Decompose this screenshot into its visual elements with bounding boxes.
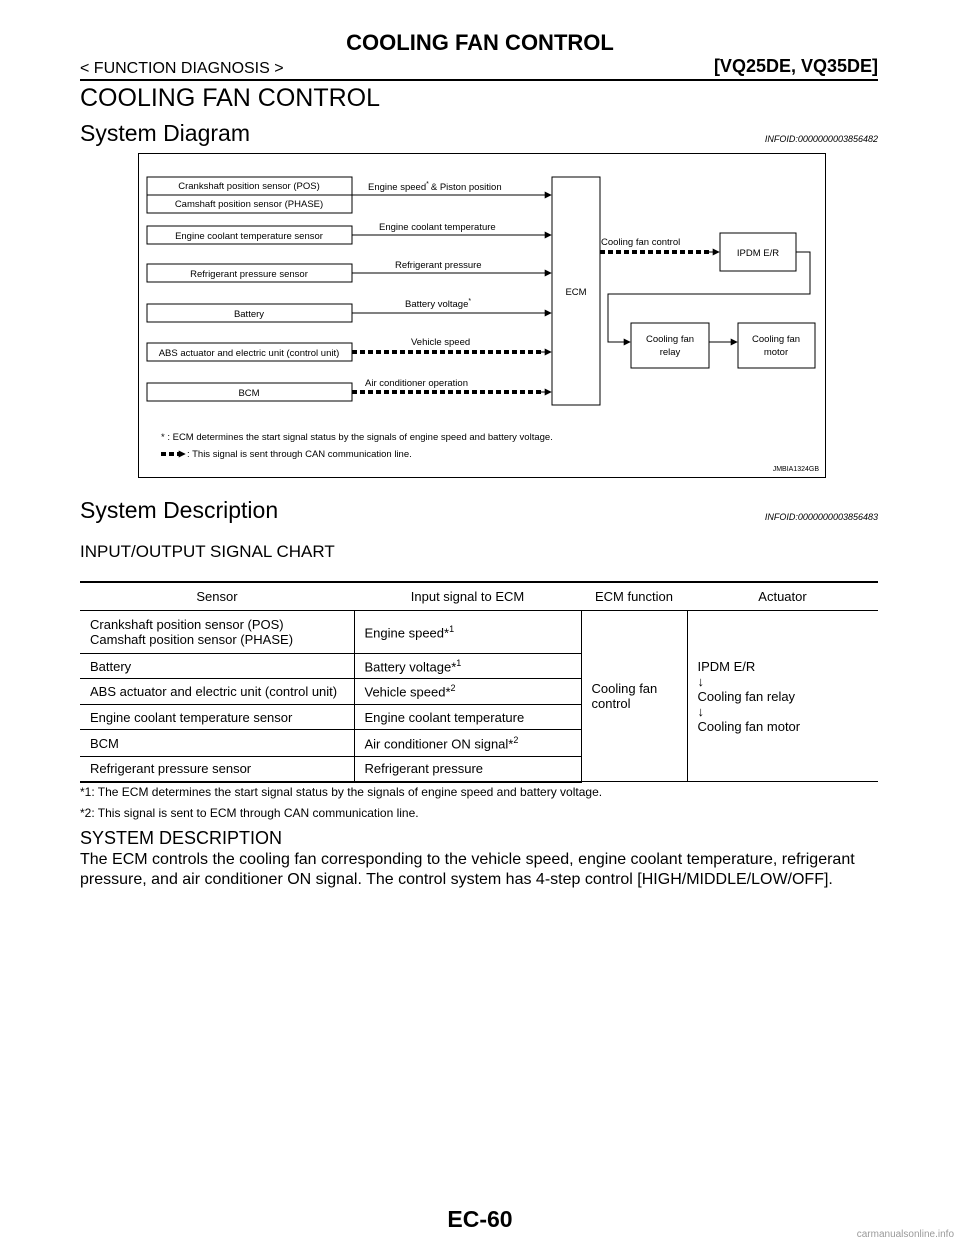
legend-can-note: : This signal is sent through CAN communication line.	[187, 449, 412, 460]
sensor-cell: ABS actuator and electric unit (control unit)	[80, 679, 354, 705]
watermark: carmanualsonline.info	[856, 1229, 954, 1240]
sensor-cell: Crankshaft position sensor (POS) Camshaft position sensor (PHASE)	[80, 611, 354, 654]
system-description-infoid: INFOID:0000000003856483	[764, 512, 878, 522]
relay-box	[631, 323, 709, 368]
sensor-cell: Engine coolant temperature sensor	[80, 705, 354, 730]
abs-unit-label: ABS actuator and electric unit (control unit)	[158, 348, 340, 359]
page-number: EC-60	[447, 1206, 513, 1232]
sensor-cell: Battery	[80, 654, 354, 679]
ac-operation-signal: Air conditioner operation	[365, 378, 468, 389]
header-title: COOLING FAN CONTROL	[346, 30, 614, 55]
page-title: COOLING FAN CONTROL	[80, 84, 381, 112]
refrig-signal: Refrigerant pressure	[395, 260, 482, 271]
system-diagram	[138, 153, 826, 478]
vehicle-speed-signal: Vehicle speed	[411, 337, 471, 348]
col-header-actuator: Actuator	[687, 582, 878, 611]
signal-cell: Refrigerant pressure	[354, 757, 581, 782]
table-note-2: *2: This signal is sent to ECM through CAN communication line.	[80, 806, 419, 820]
header-breadcrumb: < FUNCTION DIAGNOSIS >	[80, 60, 284, 77]
ect-signal: Engine coolant temperature	[379, 222, 496, 233]
crank-pos-label: Crankshaft position sensor (POS)	[178, 181, 320, 192]
relay-label-2: relay	[659, 347, 681, 358]
col-header-ecm-function: ECM function	[581, 582, 687, 611]
ect-sensor-label: Engine coolant temperature sensor	[175, 231, 323, 242]
sensor-cell: BCM	[80, 730, 354, 757]
io-chart-title: INPUT/OUTPUT SIGNAL CHART	[80, 542, 335, 561]
header-engine-code: [VQ25DE, VQ35DE]	[713, 56, 878, 76]
system-diagram-svg	[139, 154, 825, 477]
system-diagram-title: System Diagram	[80, 120, 250, 146]
legend-asterisk-note: * : ECM determines the start signal status by the signals of engine speed and battery voltage.	[161, 432, 553, 443]
motor-box	[738, 323, 815, 368]
refrig-sensor-label: Refrigerant pressure sensor	[190, 269, 308, 280]
signal-cell: Vehicle speed*$^2$	[354, 679, 581, 705]
col-header-sensor: Sensor	[80, 582, 354, 611]
bcm-label: BCM	[238, 388, 260, 399]
sensor-cell: Refrigerant pressure sensor	[80, 757, 354, 782]
engine-speed-signal: Engine speed* & Piston position	[368, 181, 502, 193]
input-crank-cam-box	[147, 177, 352, 213]
table-row	[80, 611, 878, 654]
motor-label-2: motor	[763, 347, 789, 358]
system-diagram-infoid: INFOID:0000000003856482	[764, 134, 878, 144]
signal-cell: Engine speed*$^1$	[354, 611, 581, 654]
table-note-1: *1: The ECM determines the start signal status by the signals of engine speed and battery voltage.	[80, 785, 603, 799]
col-header-input-signal: Input signal to ECM	[354, 582, 581, 611]
system-description-subtitle: SYSTEM DESCRIPTION	[80, 828, 283, 848]
signal-cell: Engine coolant temperature	[354, 705, 581, 730]
ecm-label: ECM	[565, 287, 587, 298]
battery-label: Battery	[233, 309, 265, 320]
cam-pos-label: Camshaft position sensor (PHASE)	[174, 199, 324, 210]
cooling-fan-control-signal: Cooling fan control	[601, 237, 681, 248]
system-description-text: The ECM controls the cooling fan corresponding to the vehicle speed, engine coolant temperature, refrigerant pressure, and air conditioner ON signal. The control system has 4-step control [HIGH/MIDDLE/LOW/OFF].	[80, 851, 855, 888]
battery-voltage-signal: Battery voltage*	[405, 298, 472, 310]
figure-id: JMBIA1324GB	[772, 466, 819, 473]
signal-cell: Battery voltage*$^1$	[354, 654, 581, 679]
table-header-row	[80, 582, 878, 611]
motor-label-1: Cooling fan	[751, 334, 801, 345]
ecm-function-cell: Cooling fan control	[581, 611, 687, 782]
io-signal-table	[80, 581, 878, 783]
ipdm-label: IPDM E/R	[736, 248, 780, 259]
relay-label-1: Cooling fan	[645, 334, 695, 345]
signal-cell: Air conditioner ON signal*$^2$	[354, 730, 581, 757]
actuator-cell: IPDM E/R ↓ Cooling fan relay ↓ Cooling fan motor	[687, 611, 878, 782]
header-rule	[80, 79, 878, 81]
system-description-title: System Description	[80, 497, 279, 523]
